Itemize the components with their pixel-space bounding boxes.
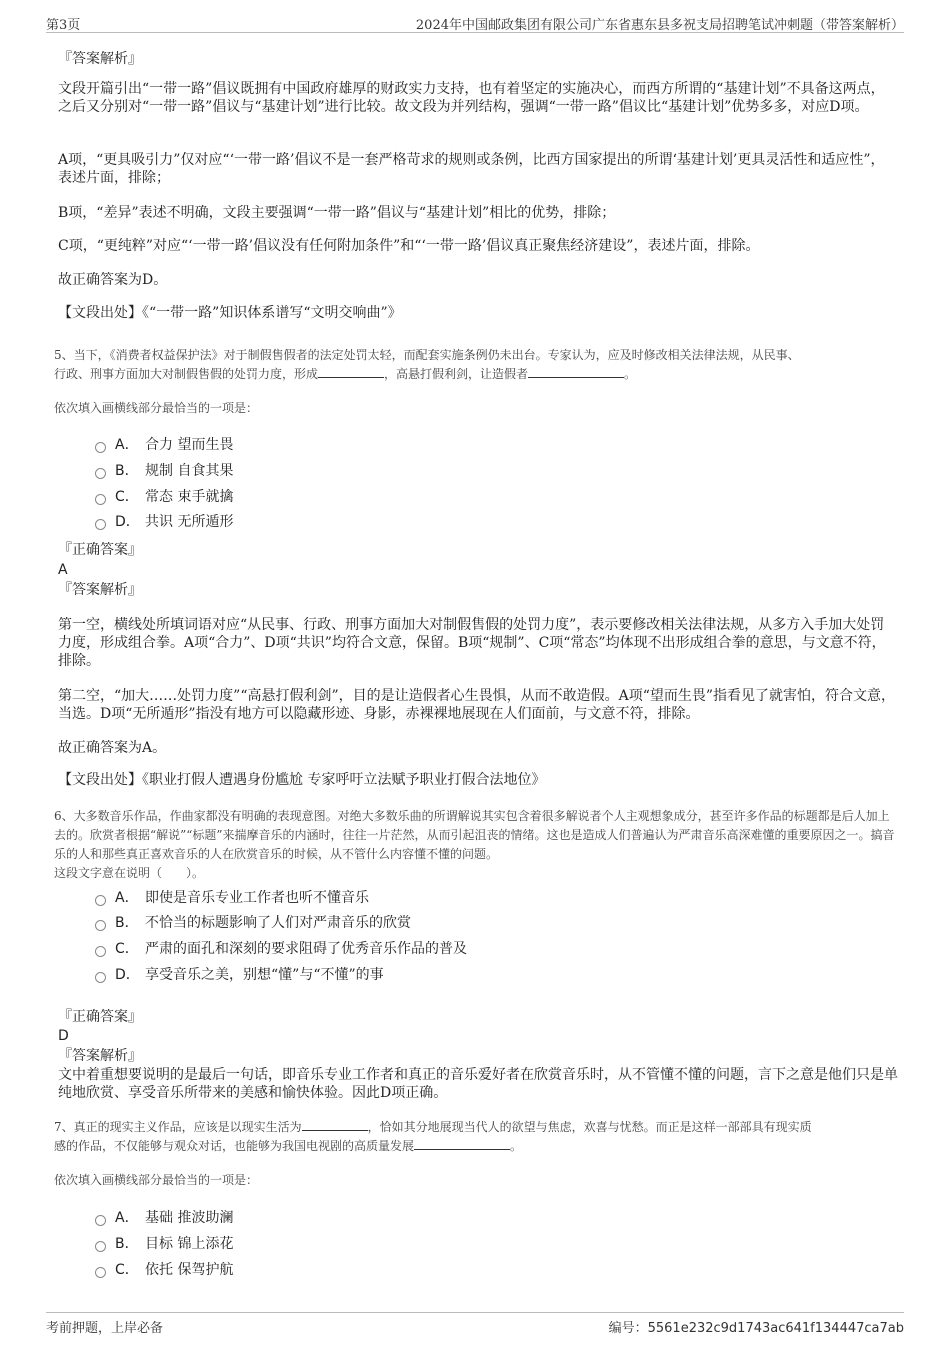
q4-analysis-p4: C项，“更纯粹”对应“‘一带一路’倡议没有任何附加条件”和“‘一带一路’倡议真正聚焦经济建设”，表述片面，排除。 (58, 238, 760, 254)
q7-instruction: 依次填入画横线部分最恰当的一项是： (54, 1173, 259, 1187)
q6-analysis: 文中着重想要说明的是最后一句话，即音乐专业工作者和真正的音乐爱好者在欣赏音乐时，从不管懂不懂的问题，言下之意是他们只是单纯地欣赏、享受音乐所带来的美感和愉快体验。因此D项正确。 (58, 1067, 898, 1101)
q7-stem (54, 1118, 899, 1156)
option-text: 享受音乐之美，别想“懂”与“不懂”的事 (145, 967, 384, 983)
option-letter: A． (115, 437, 139, 453)
q6-analysis-label: 『答案解析』 (58, 1048, 142, 1064)
radio-icon[interactable] (95, 972, 106, 983)
q5-instruction: 依次填入画横线部分最恰当的一项是： (54, 401, 259, 415)
q7-stem-part3: 感的作品，不仅能够与观众对话，也能够为我国电视剧的高质量发展 (54, 1139, 415, 1153)
q5-source: 【文段出处】《职业打假人遭遇身份尴尬 专家呼吁立法赋予职业打假合法地位》 (58, 772, 546, 788)
q5-stem-line2 (54, 365, 899, 384)
radio-icon[interactable] (95, 946, 106, 957)
q6-answer: D (58, 1028, 69, 1044)
radio-icon[interactable] (95, 1241, 106, 1252)
q7-blank-2 (414, 1137, 510, 1150)
q5-stem (54, 346, 899, 384)
page-header (46, 12, 904, 33)
q7-stem-line2 (54, 1137, 899, 1156)
q5-answer-label: 『正确答案』 (58, 542, 142, 558)
option-text: 规制 自食其果 (145, 463, 234, 479)
q5-blank-1 (318, 365, 384, 378)
q5-answer: A (58, 562, 68, 578)
q4-source: 【文段出处】《“一带一路”知识体系谱写“文明交响曲”》 (58, 305, 402, 321)
footer-slogan: 考前押题，上岸必备 (46, 1321, 164, 1336)
q4-answer: 故正确答案为D。 (58, 272, 168, 288)
page-number: 第3页 (46, 18, 81, 33)
q5-analysis-label: 『答案解析』 (58, 582, 142, 598)
document-title: 2024年中国邮政集团有限公司广东省惠东县多祝支局招聘笔试冲刺题（带答案解析） (415, 18, 904, 33)
page-footer (46, 1312, 904, 1341)
radio-icon[interactable] (95, 494, 106, 505)
option-text: 共识 无所遁形 (145, 514, 234, 530)
q7-blank-1 (302, 1118, 368, 1131)
q5-stem-part2: ，高悬打假利剑，让造假者 (384, 367, 529, 381)
option-letter: C． (115, 489, 139, 505)
radio-icon[interactable] (95, 1267, 106, 1278)
q5-stem-line1: 5、当下，《消费者权益保护法》对于制假售假者的法定处罚太轻，而配套实施条例仍未出台。专家认为，应及时修改相关法律法规，从民事、 (54, 348, 800, 362)
option-text: 基础 推波助澜 (145, 1210, 234, 1226)
option-text: 即使是音乐专业工作者也听不懂音乐 (145, 890, 369, 906)
option-letter: B． (115, 1236, 139, 1252)
q7-stem-part2: ，恰如其分地展现当代人的欲望与焦虑，欢喜与忧愁。而正是这样一部部具有现实质 (367, 1120, 812, 1134)
q6-answer-label: 『正确答案』 (58, 1009, 142, 1025)
option-letter: B． (115, 915, 139, 931)
option-text: 常态 束手就擒 (145, 489, 234, 505)
option-letter: A． (115, 890, 139, 906)
document-code (609, 1317, 904, 1336)
option-text: 不恰当的标题影响了人们对严肃音乐的欣赏 (145, 915, 411, 931)
radio-icon[interactable] (95, 1215, 106, 1226)
code-value: 5561e232c9d1743ac641f134447ca7ab (647, 1321, 904, 1336)
q5-analysis-p2: 第二空，“加大……处罚力度”“高悬打假利剑”，目的是让造假者心生畏惧，从而不敢造假。A项“望而生畏”指看见了就害怕，符合文意，当选。D项“无所遁形”指没有地方可以隐藏形迹、身影，赤裸裸地展现在人们面前，与文意不符，排除。 (58, 688, 896, 722)
option-letter: A． (115, 1210, 139, 1226)
q5-analysis-p3: 故正确答案为A。 (58, 740, 167, 756)
code-label: 编号： (608, 1321, 648, 1336)
q4-analysis-p2: A项，“更具吸引力”仅对应“‘一带一路’倡议不是一套严格苛求的规则或条例，比西方国家提出的所谓‘基建计划’更具灵活性和适应性”，表述片面，排除； (58, 152, 885, 186)
radio-icon[interactable] (95, 920, 106, 931)
option-text: 目标 锦上添花 (145, 1236, 234, 1252)
option-text: 合力 望而生畏 (145, 437, 234, 453)
q7-stem-part4: 。 (510, 1139, 523, 1153)
option-text: 依托 保驾护航 (145, 1262, 234, 1278)
radio-icon[interactable] (95, 895, 106, 906)
option-text: 严肃的面孔和深刻的要求阻碍了优秀音乐作品的普及 (145, 941, 467, 957)
option-letter: B． (115, 463, 139, 479)
q5-analysis-p1: 第一空，横线处所填词语对应“从民事、行政、刑事方面加大对制假售假的处罚力度”，表示要修改相关法律法规，从多方入手加大处罚力度，形成组合拳。A项“合力”、D项“共识”均符合文意，保留。B项“规制”、C项“常态”均体现不出形成组合拳的意思，与文意不符，排除。 (58, 617, 886, 669)
q7-stem-line1 (54, 1118, 899, 1137)
q5-stem-part1: 行政、刑事方面加大对制假售假的处罚力度，形成 (54, 367, 319, 381)
radio-icon[interactable] (95, 519, 106, 530)
radio-icon[interactable] (95, 442, 106, 453)
option-letter: D． (115, 514, 140, 530)
q7-stem-part1: 7、真正的现实主义作品，应该是以现实生活为 (54, 1120, 302, 1134)
q5-blank-2 (528, 365, 624, 378)
q5-stem-part3: 。 (624, 367, 637, 381)
q6-question: 这段文字意在说明（ ）。 (54, 866, 205, 880)
q6-stem: 6、大多数音乐作品，作曲家都没有明确的表现意图。对绝大多数乐曲的所谓解说其实包含着很多解说者个人主观想象成分，甚至许多作品的标题都是后人加上去的。欣赏者根据“解说”“标题”来揣摩音乐的内涵时，往往一片茫然，从而引起沮丧的情绪。这也是造成人们普遍认为严肃音乐高深难懂的重要原因之一。搞音乐的人和那些真正喜欢音乐的人在欣赏音乐的时候，从不管什么内容懂不懂的问题。 (54, 809, 895, 861)
radio-icon[interactable] (95, 468, 106, 479)
option-letter: C． (115, 941, 139, 957)
q4-analysis-p1: 文段开篇引出“一带一路”倡议既拥有中国政府雄厚的财政实力支持，也有着坚定的实施决心，而西方所谓的“基建计划”不具备这两点，之后又分别对“一带一路”倡议与“基建计划”进行比较。故文段为并列结构，强调“一带一路”倡议比“基建计划”优势多多，对应D项。 (58, 81, 885, 115)
option-letter: C． (115, 1262, 139, 1278)
q4-analysis-label: 『答案解析』 (58, 51, 142, 67)
q4-analysis-p3: B项，“差异”表述不明确，文段主要强调“一带一路”倡议与“基建计划”相比的优势，排除； (58, 205, 616, 221)
option-letter: D． (115, 967, 140, 983)
